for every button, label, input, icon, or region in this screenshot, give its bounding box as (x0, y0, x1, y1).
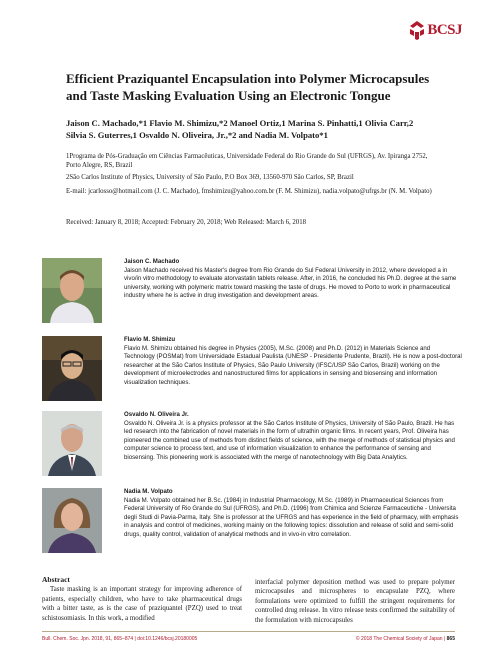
affiliation-1: 1Programa de Pós-Graduação em Ciências Farmacêuticas, Universidade Federal do Rio Grande do Sul (UFRGS), Av. Ipiranga 2752, Porto Alegre, RS, Brazil (66, 153, 428, 170)
author-photo (42, 411, 102, 476)
footer-copyright (356, 636, 455, 642)
logo-mark-icon (408, 20, 426, 40)
abstract-heading: Abstract (42, 575, 70, 584)
bio-description: Jaison Machado received his Master's degree from Rio Grande do Sul Federal University in 2012, where developed a in vivo/in vitro methodology to evaluate atorvastatin tablets release. After, in 2016, he concluded his Ph.D. degree at the same university, working with polymeric matrix toward masking the taste of drugs. He moved to Porto to work in pharmaceutical industry where he is active in drug investigation and development areas. (124, 266, 457, 299)
abstract-text-left: Taste masking is an important strategy for improving adherence of patients, especially children, who have to take pharmaceutical drugs with a bitter taste, as is the case of praziquantel (PZQ) used to treat schistosomiasis. In this work, a modified (42, 586, 242, 622)
copyright-text: © 2018 The Chemical Society of Japan | (355, 636, 446, 642)
bio-text-block (124, 336, 462, 387)
abstract-text-right: interfacial polymer deposition method was used to prepare polymer microcapsules and microspheres to encapsulate PZQ, where formulations were optimized to fulfill the stringent requirements for controlled drug release. In vitro release tests confirmed the suitability of the formulation with microcapsules (255, 579, 455, 624)
bio-description: Osvaldo N. Oliveira Jr. is a physics professor at the São Carlos Institute of Physics, University of São Paulo, Brazil. He has led research into the fabrication of novel materials in the form of ultrathin organic films. In recent years, Prof. Oliveira has pioneered the combined use of methods from distinct fields of science, with the merge of methods of statistical physics and computer science to process text, and use of information visualization to enhance the performance of sensing and biosensing. This pioneering work is associated with the merge of nanotechnology with Big Data Analytics. (124, 419, 455, 461)
author-line-1: Jaison C. Machado,*1 Flavio M. Shimizu,*2 Manoel Ortiz,1 Marina S. Pinhatti,1 Olivia Carr,2 (66, 118, 414, 128)
bio-name: Osvaldo N. Oliveira Jr. (124, 411, 189, 418)
footer-citation: Bull. Chem. Soc. Jpn. 2018, 91, 865–874 | doi:10.1246/bcsj.20180005 (42, 636, 198, 642)
bio-description: Nadia M. Volpato obtained her B.Sc. (1984) in Industrial Pharmacology, M.Sc. (1989) in Pharmaceutical Sciences from Federal University of Rio Grande do Sul (UFRGS), and Ph.D. (1996) from Chimica and Scienze Farmaceutiche - Universita degli Studi di Pavia-Parma, Italy. She is professor at the UFRGS and has experience in the field of pharmacy, with emphasis in analysis and control of medicines, working mainly on the following topics: dissolution and release of solid and semi-solid drugs, quality control, validation of analytical methods and in vivo-in vitro correlation. (124, 496, 459, 538)
author-photo (42, 336, 102, 401)
abstract-left-column (42, 575, 242, 623)
page-number: 865 (446, 636, 455, 642)
received-dates: Received: January 8, 2018; Accepted: February 20, 2018; Web Released: March 6, 2018 (66, 219, 306, 226)
bio-text-block (124, 488, 462, 539)
author-list (66, 117, 436, 141)
bio-description: Flavio M. Shimizu obtained his degree in Physics (2005), M.Sc. (2008) and Ph.D. (2012) in Materials Science and Technology (POSMat) from Universidade Estadual Paulista (UNESP - Presidente Prudente, Brazil). He is now a post-doctoral researcher at the São Carlos Institute of Physics, São Paulo University (IFSC/USP São Carlos, Brazil) working on the development of microelectrodes and nanostructured films for applications in sensing and biosensing and information visualization techniques. (124, 344, 462, 386)
author-photo (42, 488, 102, 553)
journal-logo (408, 20, 462, 40)
author-emails: E-mail: jcarlosso@hotmail.com (J. C. Machado), fmshimizu@yahoo.com.br (F. M. Shimizu), nadia.volpato@ufrgs.br (N. M. Volpato) (66, 188, 432, 195)
bio-name: Jaison C. Machado (124, 258, 180, 265)
author-photo (42, 258, 102, 323)
footer-divider (42, 631, 455, 632)
bio-name: Nadia M. Volpato (124, 488, 173, 495)
bio-name: Flavio M. Shimizu (124, 336, 176, 343)
article-title: Efficient Praziquantel Encapsulation into Polymer Microcapsules and Taste Masking Evaluation Using an Electronic Tongue (66, 71, 430, 103)
author-line-2: Silvia S. Guterres,1 Osvaldo N. Oliveira, Jr.,*2 and Nadia M. Volpato*1 (66, 130, 328, 140)
bio-text-block (124, 258, 462, 301)
abstract-right-column (255, 578, 455, 625)
affiliation-2: 2São Carlos Institute of Physics, University of São Paulo, P.O Box 369, 13560-970 São Carlos, SP, Brazil (66, 174, 354, 181)
logo-text: BCSJ (427, 21, 462, 38)
bio-text-block (124, 411, 462, 462)
